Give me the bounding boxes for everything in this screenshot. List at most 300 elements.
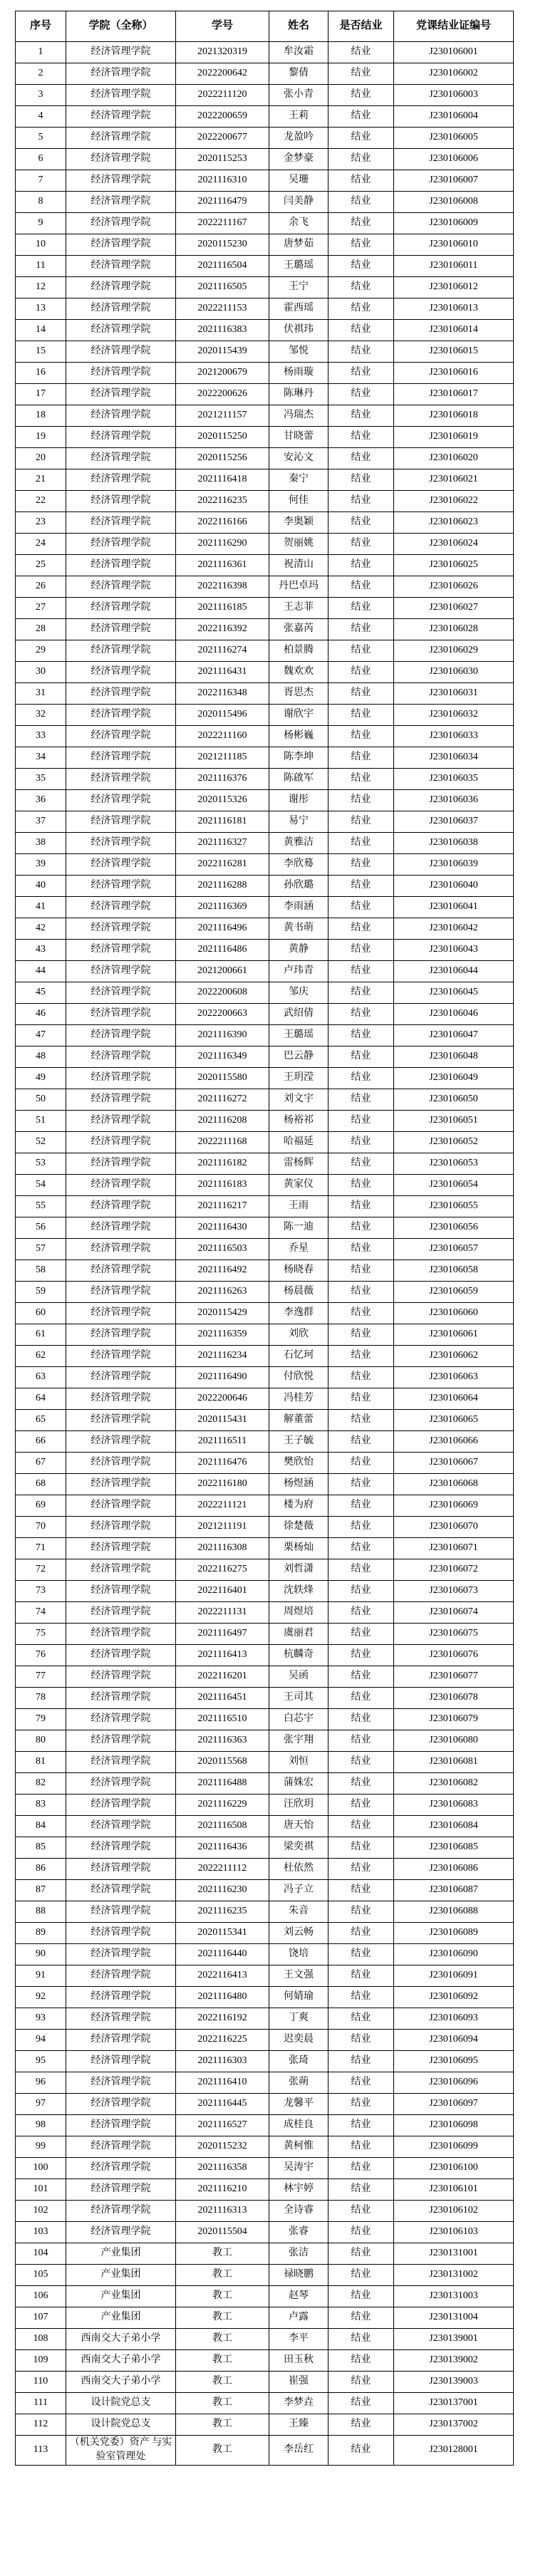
cell-college: 经济管理学院 [66, 1260, 176, 1282]
cell-name: 谢欣宇 [269, 705, 328, 726]
cell-index: 37 [16, 811, 66, 833]
cell-student-id: 2021116234 [176, 1346, 269, 1367]
cell-status: 结业 [328, 213, 394, 234]
cell-student-id: 2022200608 [176, 982, 269, 1004]
cell-cert-no: J230106072 [394, 1559, 514, 1581]
cell-name: 杜依然 [269, 1859, 328, 1880]
cell-status: 结业 [328, 2372, 394, 2393]
cell-name: 汪欣玥 [269, 1795, 328, 1816]
cell-cert-no: J230106047 [394, 1025, 514, 1046]
cell-college: （机关党委）资产 与实验室管理处 [66, 2436, 176, 2466]
cell-index: 4 [16, 106, 66, 128]
cell-status: 结业 [328, 705, 394, 726]
cell-college: 经济管理学院 [66, 2072, 176, 2094]
cell-college: 经济管理学院 [66, 1239, 176, 1260]
cell-student-id: 2021116308 [176, 1538, 269, 1559]
cell-index: 57 [16, 1239, 66, 1260]
cell-student-id: 2022116392 [176, 619, 269, 640]
cell-index: 25 [16, 555, 66, 576]
cell-status: 结业 [328, 576, 394, 598]
cell-name: 迟奕晨 [269, 2030, 328, 2051]
cell-name: 田玉秋 [269, 2350, 328, 2372]
cell-index: 76 [16, 1645, 66, 1666]
cell-index: 5 [16, 128, 66, 149]
cell-student-id: 2022200659 [176, 106, 269, 128]
cell-cert-no: J230131001 [394, 2243, 514, 2265]
cell-student-id: 2021116263 [176, 1282, 269, 1303]
table-row [16, 427, 514, 448]
cell-name: 王莉 [269, 106, 328, 128]
cell-student-id: 2022116180 [176, 1474, 269, 1495]
cell-student-id: 2021116217 [176, 1196, 269, 1217]
cell-index: 54 [16, 1175, 66, 1196]
cell-index: 103 [16, 2222, 66, 2243]
cell-status: 结业 [328, 2094, 394, 2115]
cell-college: 经济管理学院 [66, 662, 176, 683]
table-row [16, 363, 514, 384]
cell-college: 经济管理学院 [66, 1559, 176, 1581]
cell-cert-no: J230106093 [394, 2008, 514, 2030]
cell-college: 经济管理学院 [66, 1196, 176, 1217]
cell-index: 21 [16, 469, 66, 491]
cell-status: 结业 [328, 1901, 394, 1923]
cell-student-id: 2020115230 [176, 234, 269, 256]
cell-name: 杨彬巍 [269, 726, 328, 747]
cell-index: 93 [16, 2008, 66, 2030]
cell-student-id: 2021116363 [176, 1730, 269, 1752]
cell-index: 65 [16, 1410, 66, 1431]
cell-student-id: 2021116445 [176, 2094, 269, 2115]
cell-index: 7 [16, 170, 66, 192]
cell-index: 94 [16, 2030, 66, 2051]
table-row [16, 1324, 514, 1346]
cell-status: 结业 [328, 1303, 394, 1324]
cell-cert-no: J230106028 [394, 619, 514, 640]
cell-student-id: 教工 [176, 2265, 269, 2286]
cell-college: 经济管理学院 [66, 213, 176, 234]
cell-cert-no: J230106014 [394, 320, 514, 341]
cell-index: 28 [16, 619, 66, 640]
cell-name: 张小青 [269, 85, 328, 106]
cell-student-id: 2021116229 [176, 1795, 269, 1816]
cell-index: 10 [16, 234, 66, 256]
cell-cert-no: J230106016 [394, 363, 514, 384]
table-row [16, 2115, 514, 2136]
table-row [16, 1431, 514, 1453]
cell-college: 经济管理学院 [66, 405, 176, 427]
cell-student-id: 2021116185 [176, 598, 269, 619]
cell-cert-no: J230106033 [394, 726, 514, 747]
table-row [16, 1046, 514, 1068]
table-row [16, 491, 514, 512]
cell-status: 结业 [328, 2072, 394, 2094]
cell-index: 107 [16, 2307, 66, 2329]
cell-status: 结业 [328, 1196, 394, 1217]
cell-cert-no: J230106006 [394, 149, 514, 170]
cell-college: 经济管理学院 [66, 1752, 176, 1773]
cell-index: 90 [16, 1944, 66, 1965]
cell-name: 栗杨灿 [269, 1538, 328, 1559]
cell-student-id: 2021116504 [176, 256, 269, 277]
cell-index: 6 [16, 149, 66, 170]
cell-student-id: 2021116327 [176, 833, 269, 854]
cell-status: 结业 [328, 1495, 394, 1517]
table-row [16, 106, 514, 128]
cell-name: 崔强 [269, 2372, 328, 2393]
table-row [16, 811, 514, 833]
cell-status: 结业 [328, 1837, 394, 1859]
cell-status: 结业 [328, 42, 394, 63]
cell-status: 结业 [328, 555, 394, 576]
table-row [16, 1217, 514, 1239]
cell-cert-no: J230106013 [394, 298, 514, 320]
cell-index: 20 [16, 448, 66, 469]
cell-student-id: 2020115568 [176, 1752, 269, 1773]
cell-index: 50 [16, 1089, 66, 1111]
cell-college: 西南交大子弟小学 [66, 2372, 176, 2393]
cell-name: 杨晓春 [269, 1260, 328, 1282]
cell-index: 39 [16, 854, 66, 876]
cell-student-id: 2021116290 [176, 534, 269, 555]
cell-index: 42 [16, 918, 66, 940]
cell-name: 吴涛宇 [269, 2158, 328, 2179]
cell-college: 经济管理学院 [66, 897, 176, 918]
table-row [16, 619, 514, 640]
cell-cert-no: J230106095 [394, 2051, 514, 2072]
cell-name: 余飞 [269, 213, 328, 234]
cell-index: 33 [16, 726, 66, 747]
cell-college: 经济管理学院 [66, 384, 176, 405]
table-row [16, 2329, 514, 2350]
cell-cert-no: J230106011 [394, 256, 514, 277]
cell-index: 55 [16, 1196, 66, 1217]
cell-college: 经济管理学院 [66, 918, 176, 940]
cell-student-id: 2022116166 [176, 512, 269, 534]
cell-cert-no: J230106068 [394, 1474, 514, 1495]
cell-college: 经济管理学院 [66, 256, 176, 277]
cell-name: 张洁 [269, 2243, 328, 2265]
cell-name: 杭麟奇 [269, 1645, 328, 1666]
cell-student-id: 2021116359 [176, 1324, 269, 1346]
cell-status: 结业 [328, 2179, 394, 2201]
cell-cert-no: J230106083 [394, 1795, 514, 1816]
cell-student-id: 2021211185 [176, 747, 269, 769]
cell-cert-no: J230106035 [394, 769, 514, 790]
cell-college: 经济管理学院 [66, 320, 176, 341]
cell-cert-no: J230106046 [394, 1004, 514, 1025]
cell-status: 结业 [328, 1581, 394, 1602]
cell-name: 黎倩 [269, 63, 328, 85]
cell-college: 经济管理学院 [66, 1367, 176, 1388]
cell-index: 112 [16, 2414, 66, 2436]
cell-college: 经济管理学院 [66, 1410, 176, 1431]
table-row [16, 2222, 514, 2243]
cell-index: 111 [16, 2393, 66, 2414]
cell-status: 结业 [328, 512, 394, 534]
cell-name: 王玥滢 [269, 1068, 328, 1089]
cell-cert-no: J230131004 [394, 2307, 514, 2329]
cell-cert-no: J230106088 [394, 1901, 514, 1923]
cell-student-id: 2022211121 [176, 1495, 269, 1517]
cell-college: 经济管理学院 [66, 298, 176, 320]
cell-index: 74 [16, 1602, 66, 1624]
header-cert-no: 党课结业证编号 [394, 11, 514, 42]
completion-roster-table [15, 11, 514, 2466]
cell-status: 结业 [328, 1880, 394, 1901]
cell-student-id: 2021116390 [176, 1025, 269, 1046]
cell-status: 结业 [328, 277, 394, 298]
cell-index: 64 [16, 1388, 66, 1410]
cell-cert-no: J230106091 [394, 1965, 514, 1987]
cell-index: 70 [16, 1517, 66, 1538]
cell-status: 结业 [328, 683, 394, 705]
cell-index: 24 [16, 534, 66, 555]
cell-name: 付欣悦 [269, 1367, 328, 1388]
cell-college: 经济管理学院 [66, 170, 176, 192]
table-row [16, 2051, 514, 2072]
cell-student-id: 2020115341 [176, 1923, 269, 1944]
cell-cert-no: J230106005 [394, 128, 514, 149]
cell-name: 李平 [269, 2329, 328, 2350]
cell-status: 结业 [328, 1987, 394, 2008]
table-row [16, 1517, 514, 1538]
cell-status: 结业 [328, 2136, 394, 2158]
cell-name: 陈啟军 [269, 769, 328, 790]
header-index: 序号 [16, 11, 66, 42]
cell-name: 蒲姝宏 [269, 1773, 328, 1795]
cell-index: 105 [16, 2265, 66, 2286]
cell-cert-no: J230131002 [394, 2265, 514, 2286]
cell-student-id: 2020115250 [176, 427, 269, 448]
cell-name: 祝清山 [269, 555, 328, 576]
cell-name: 冯瑞杰 [269, 405, 328, 427]
cell-index: 110 [16, 2372, 66, 2393]
cell-cert-no: J230106070 [394, 1517, 514, 1538]
cell-college: 经济管理学院 [66, 1837, 176, 1859]
cell-cert-no: J230106057 [394, 1239, 514, 1260]
cell-index: 3 [16, 85, 66, 106]
cell-status: 结业 [328, 405, 394, 427]
cell-student-id: 2021116511 [176, 1431, 269, 1453]
cell-student-id: 2021116410 [176, 2072, 269, 2094]
cell-index: 79 [16, 1709, 66, 1730]
cell-cert-no: J230106020 [394, 448, 514, 469]
cell-cert-no: J230106031 [394, 683, 514, 705]
cell-cert-no: J230106022 [394, 491, 514, 512]
cell-index: 35 [16, 769, 66, 790]
cell-index: 56 [16, 1217, 66, 1239]
cell-status: 结业 [328, 2286, 394, 2307]
cell-student-id: 2021116431 [176, 662, 269, 683]
cell-index: 41 [16, 897, 66, 918]
cell-college: 产业集团 [66, 2265, 176, 2286]
cell-student-id: 教工 [176, 2307, 269, 2329]
cell-cert-no: J230106001 [394, 42, 514, 63]
cell-college: 经济管理学院 [66, 1859, 176, 1880]
table-row [16, 1453, 514, 1474]
cell-name: 樊欣怡 [269, 1453, 328, 1474]
cell-name: 饶培 [269, 1944, 328, 1965]
cell-college: 经济管理学院 [66, 1645, 176, 1666]
cell-index: 17 [16, 384, 66, 405]
cell-index: 58 [16, 1260, 66, 1282]
table-row [16, 555, 514, 576]
table-row [16, 2094, 514, 2115]
cell-name: 王文强 [269, 1965, 328, 1987]
table-row [16, 448, 514, 469]
cell-student-id: 2022200642 [176, 63, 269, 85]
cell-index: 38 [16, 833, 66, 854]
cell-status: 结业 [328, 1217, 394, 1239]
cell-index: 71 [16, 1538, 66, 1559]
table-row [16, 1752, 514, 1773]
cell-college: 经济管理学院 [66, 1175, 176, 1196]
cell-student-id: 2022116281 [176, 854, 269, 876]
cell-status: 结业 [328, 363, 394, 384]
cell-name: 卢玮青 [269, 961, 328, 982]
cell-index: 15 [16, 341, 66, 363]
table-row [16, 1410, 514, 1431]
cell-cert-no: J230106007 [394, 170, 514, 192]
table-row [16, 1645, 514, 1666]
table-row [16, 341, 514, 363]
cell-cert-no: J230128001 [394, 2436, 514, 2466]
cell-student-id: 2021211191 [176, 1517, 269, 1538]
cell-cert-no: J230106032 [394, 705, 514, 726]
cell-index: 49 [16, 1068, 66, 1089]
cell-index: 95 [16, 2051, 66, 2072]
cell-student-id: 2021116497 [176, 1624, 269, 1645]
cell-college: 经济管理学院 [66, 1987, 176, 2008]
table-row [16, 705, 514, 726]
cell-status: 结业 [328, 85, 394, 106]
cell-student-id: 2020115253 [176, 149, 269, 170]
cell-cert-no: J230106023 [394, 512, 514, 534]
cell-cert-no: J230139003 [394, 2372, 514, 2393]
cell-name: 牟汝霜 [269, 42, 328, 63]
cell-name: 杨煜涵 [269, 1474, 328, 1495]
cell-college: 西南交大子弟小学 [66, 2329, 176, 2350]
cell-college: 设计院党总支 [66, 2393, 176, 2414]
cell-college: 经济管理学院 [66, 1388, 176, 1410]
cell-college: 经济管理学院 [66, 1495, 176, 1517]
cell-student-id: 2021116508 [176, 1816, 269, 1837]
table-row [16, 1132, 514, 1153]
cell-status: 结业 [328, 2243, 394, 2265]
table-row [16, 961, 514, 982]
cell-status: 结业 [328, 1410, 394, 1431]
cell-status: 结业 [328, 598, 394, 619]
cell-college: 经济管理学院 [66, 769, 176, 790]
cell-student-id: 2021116510 [176, 1709, 269, 1730]
cell-cert-no: J230106054 [394, 1175, 514, 1196]
cell-college: 经济管理学院 [66, 2179, 176, 2201]
cell-student-id: 2022211153 [176, 298, 269, 320]
cell-student-id: 教工 [176, 2286, 269, 2307]
cell-index: 22 [16, 491, 66, 512]
cell-name: 朱音 [269, 1901, 328, 1923]
cell-college: 经济管理学院 [66, 2030, 176, 2051]
table-row [16, 149, 514, 170]
cell-index: 36 [16, 790, 66, 811]
cell-cert-no: J230106084 [394, 1816, 514, 1837]
cell-status: 结业 [328, 1388, 394, 1410]
cell-student-id: 2022200626 [176, 384, 269, 405]
cell-student-id: 2020115580 [176, 1068, 269, 1089]
cell-status: 结业 [328, 1602, 394, 1624]
cell-college: 产业集团 [66, 2307, 176, 2329]
table-row [16, 1068, 514, 1089]
cell-college: 经济管理学院 [66, 128, 176, 149]
cell-name: 王璐瑶 [269, 256, 328, 277]
cell-cert-no: J230106052 [394, 1132, 514, 1153]
cell-index: 14 [16, 320, 66, 341]
table-row [16, 256, 514, 277]
cell-status: 结业 [328, 1260, 394, 1282]
cell-name: 黄雅洁 [269, 833, 328, 854]
table-row [16, 1004, 514, 1025]
cell-name: 黄柯惟 [269, 2136, 328, 2158]
cell-cert-no: J230106025 [394, 555, 514, 576]
cell-cert-no: J230106010 [394, 234, 514, 256]
cell-status: 结业 [328, 1965, 394, 1987]
cell-college: 经济管理学院 [66, 726, 176, 747]
cell-cert-no: J230106040 [394, 876, 514, 897]
cell-college: 经济管理学院 [66, 2136, 176, 2158]
cell-student-id: 2021116182 [176, 1153, 269, 1175]
cell-name: 刘云畅 [269, 1923, 328, 1944]
table-row [16, 1773, 514, 1795]
table-row [16, 2265, 514, 2286]
table-row [16, 2243, 514, 2265]
cell-index: 19 [16, 427, 66, 448]
table-row [16, 63, 514, 85]
cell-cert-no: J230106082 [394, 1773, 514, 1795]
table-row [16, 2201, 514, 2222]
cell-college: 经济管理学院 [66, 1303, 176, 1324]
cell-college: 经济管理学院 [66, 534, 176, 555]
cell-student-id: 2021116440 [176, 1944, 269, 1965]
cell-cert-no: J230106090 [394, 1944, 514, 1965]
cell-college: 经济管理学院 [66, 555, 176, 576]
cell-index: 52 [16, 1132, 66, 1153]
cell-name: 杨晨薇 [269, 1282, 328, 1303]
table-row [16, 1153, 514, 1175]
cell-college: 经济管理学院 [66, 1901, 176, 1923]
cell-index: 12 [16, 277, 66, 298]
table-row [16, 1474, 514, 1495]
cell-status: 结业 [328, 747, 394, 769]
table-row [16, 940, 514, 961]
cell-cert-no: J230106044 [394, 961, 514, 982]
cell-index: 60 [16, 1303, 66, 1324]
cell-status: 结业 [328, 726, 394, 747]
cell-index: 78 [16, 1688, 66, 1709]
cell-name: 谢彤 [269, 790, 328, 811]
cell-cert-no: J230106096 [394, 2072, 514, 2094]
cell-cert-no: J230106058 [394, 1260, 514, 1282]
table-row [16, 1367, 514, 1388]
cell-index: 73 [16, 1581, 66, 1602]
table-row [16, 769, 514, 790]
cell-student-id: 2021116430 [176, 1217, 269, 1239]
cell-status: 结业 [328, 1431, 394, 1453]
table-row [16, 320, 514, 341]
cell-student-id: 2021116505 [176, 277, 269, 298]
cell-student-id: 2022200646 [176, 1388, 269, 1410]
cell-status: 结业 [328, 2307, 394, 2329]
cell-index: 43 [16, 940, 66, 961]
